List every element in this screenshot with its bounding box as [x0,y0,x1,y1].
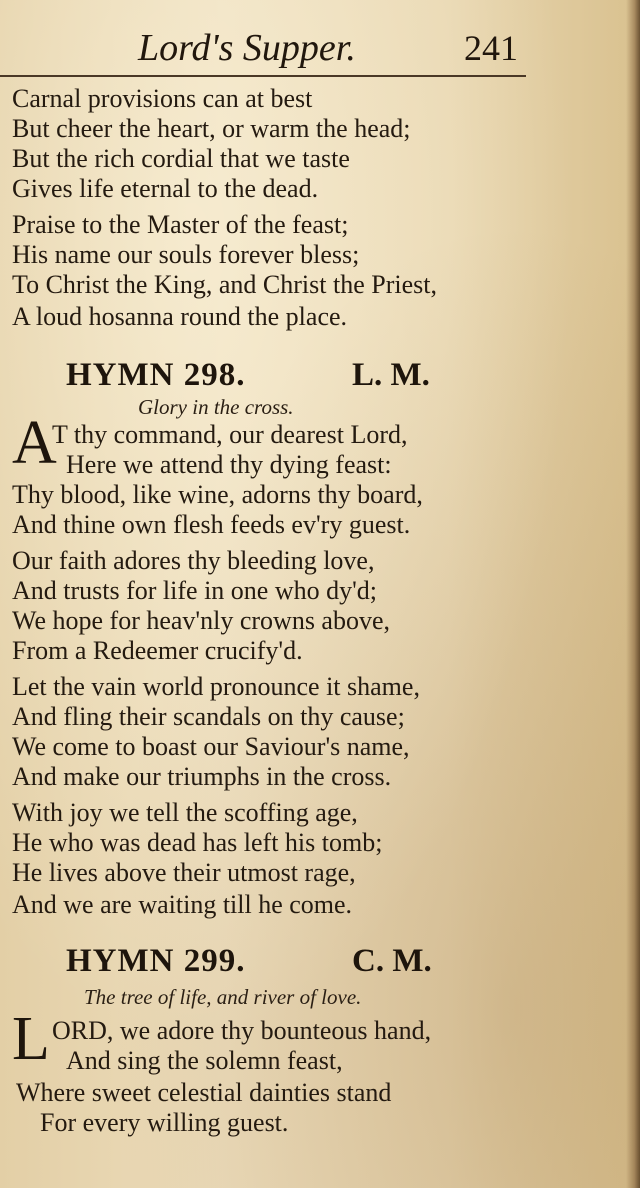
running-title: Lord's Supper. [138,27,356,69]
verse-line: And make our triumphs in the cross. [12,762,392,791]
verse-line: And thine own flesh feeds ev'ry guest. [12,510,411,539]
drop-cap-letter: L [12,1005,50,1073]
verse-line: Thy blood, like wine, adorns thy board, [12,480,423,509]
hymn-subtitle: The tree of life, and river of love. [84,985,362,1009]
verse-line: We hope for heav'nly crowns above, [12,606,391,635]
verse-line: With joy we tell the scoffing age, [12,798,358,827]
header-rule [0,75,526,77]
hymn-meter: L. M. [352,357,430,393]
verse-line: And sing the solemn feast, [66,1046,343,1075]
verse-line: Gives life eternal to the dead. [12,174,319,203]
verse-line: His name our souls forever bless; [12,240,360,269]
verse-line: And we are waiting till he come. [12,890,353,919]
verse-line: For every willing guest. [40,1108,289,1137]
verse-line: He who was dead has left his tomb; [12,828,383,857]
verse-line: And fling their scandals on thy cause; [12,702,405,731]
verse-line: Here we attend thy dying feast: [66,450,392,479]
verse-line: Our faith adores thy bleeding love, [12,546,375,575]
verse-line-first: ORD, we adore thy bounteous hand, [52,1016,432,1045]
hymn-subtitle: Glory in the cross. [138,395,294,419]
verse-line: Carnal provisions can at best [12,84,313,113]
verse-line: Let the vain world pronounce it shame, [12,672,420,701]
verse-line: Praise to the Master of the feast; [12,210,349,239]
hymn-meter: C. M. [352,943,432,979]
verse-line: A loud hosanna round the place. [12,302,348,331]
hymn-heading: HYMN 298. [66,357,246,393]
verse-line: He lives above their utmost rage, [12,858,356,887]
verse-line: From a Redeemer crucify'd. [12,636,303,665]
verse-line: To Christ the King, and Christ the Priest, [12,270,437,299]
page-number: 241 [464,28,518,68]
verse-line: Where sweet celestial dainties stand [16,1078,392,1107]
verse-line: And trusts for life in one who dy'd; [12,576,378,605]
verse-line: But cheer the heart, or warm the head; [12,114,411,143]
running-header [0,22,640,74]
drop-cap-letter: A [12,409,57,477]
verse-line: We come to boast our Saviour's name, [12,732,410,761]
verse-line-first: T thy command, our dearest Lord, [52,420,408,449]
verse-line: But the rich cordial that we taste [12,144,350,173]
page-edge-shadow [626,0,640,1188]
hymn-heading: HYMN 299. [66,943,246,979]
